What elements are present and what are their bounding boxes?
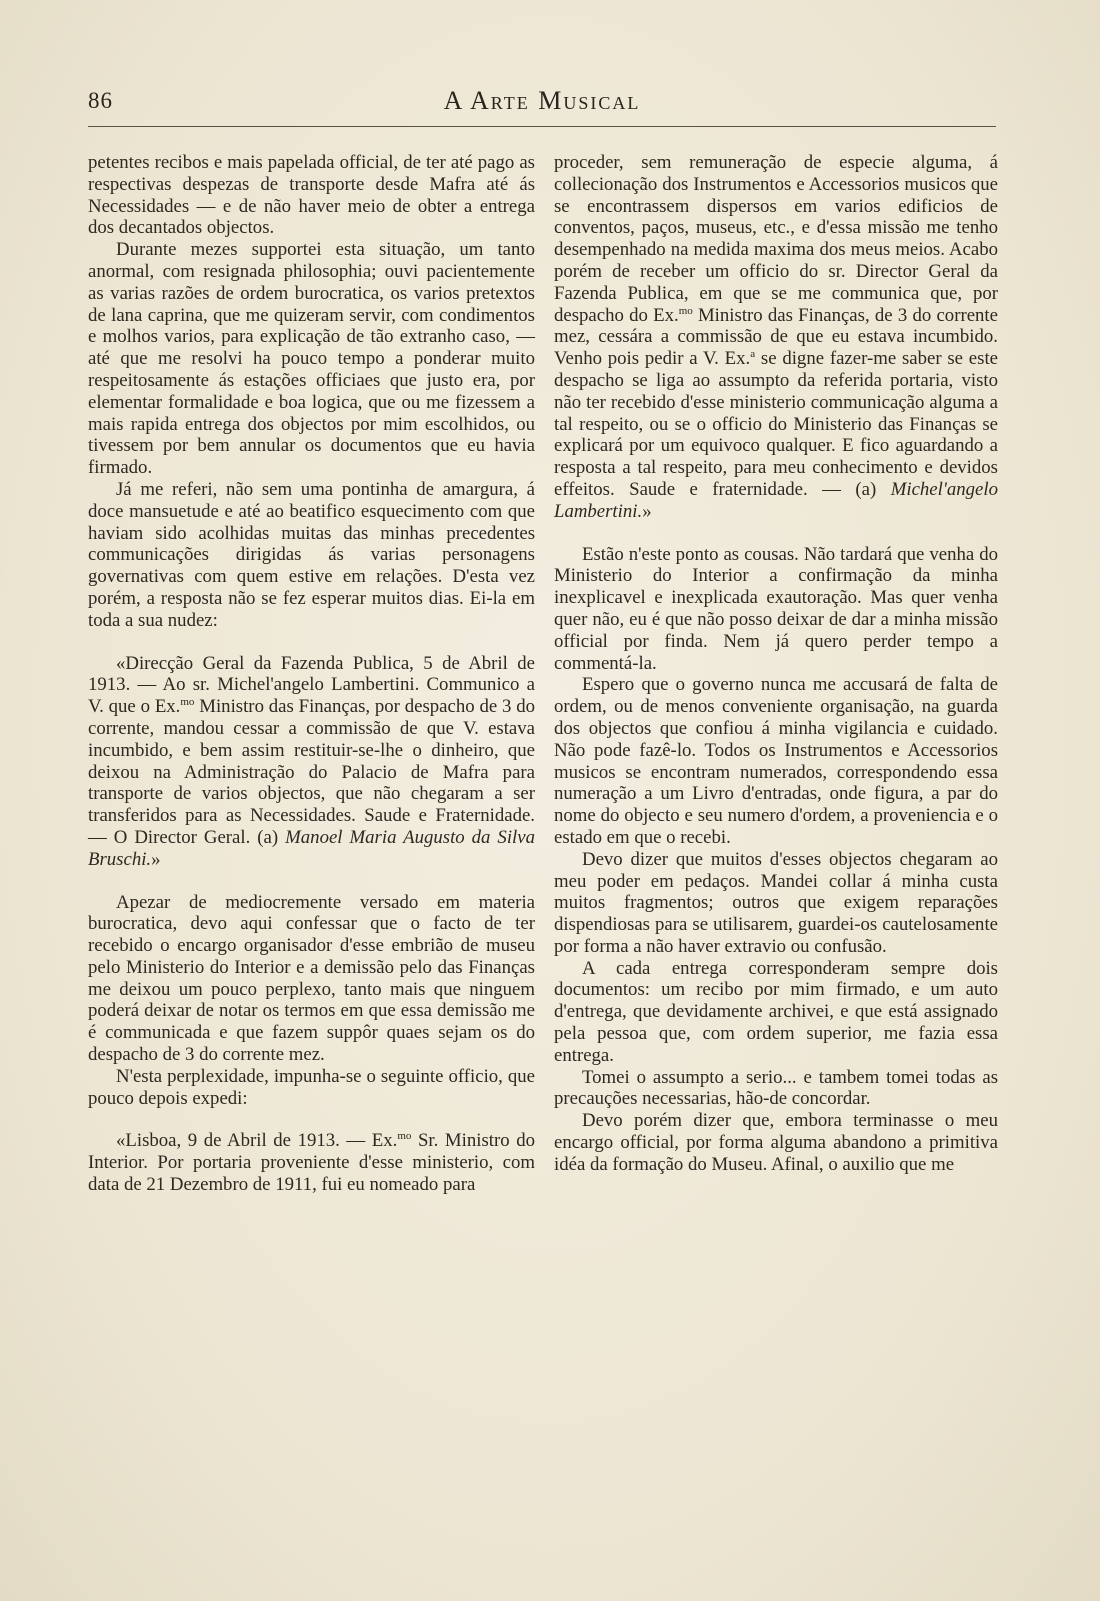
paragraph-text: N'esta perplexidade, impunha-se o seguinte officio, que pouco depois expedi:	[88, 1065, 535, 1109]
paragraph	[88, 479, 535, 632]
paragraph	[554, 1110, 998, 1175]
paragraph	[554, 1067, 998, 1111]
paragraph-text: Estão n'este ponto as cousas. Não tardará que venha do Ministerio do Interior a confirmação da minha inexplicavel e inexplicada exautoração. Mas quer venha quer não, eu é que não posso deixar de dar a minha missão official por finda. Nem já quero perder tempo a commentá-la.	[554, 543, 998, 674]
paragraph	[88, 1130, 535, 1195]
paragraph-text: Durante mezes supportei esta situação, um tanto anormal, com resignada philosophia; ouvi pacientemente as varias razões de ordem burocratica, os varios pretextos de lana caprina, que me quizeram servir, com condimentos e molhos varios, para explicação de tão extranho caso, — até que me resolvi ha pouco tempo a ponderar muito respeitosamente ás estações officiaes que justo era, por elementar formalidade e boa logica, que ou me fizessem a mais rapida entrega dos objectos por mim escolhidos, ou tivessem por bem annular os documentos que eu havia firmado.	[88, 239, 535, 479]
paragraph-text: Devo dizer que muitos d'esses objectos chegaram ao meu poder em pedaços. Mandei collar á minha custa muitos fragmentos; outros que exigem reparações dispendiosas para se utilisarem, guardei-os cautelosamente por forma a não haver extravio ou confusão.	[554, 848, 998, 957]
paragraph-text: A cada entrega corresponderam sempre dois documentos: um recibo por mim firmado, e um auto d'entrega, que devidamente archivei, e que está assignado pela pessoa que, com ordem superior, me fazia essa entrega.	[554, 957, 998, 1066]
running-title: A Arte Musical	[443, 86, 641, 115]
left-column	[88, 152, 535, 1196]
signature: Michel'angelo Lambertini.	[554, 478, 998, 522]
paragraph	[554, 544, 998, 675]
paragraph	[554, 849, 998, 958]
closing-quote: »	[642, 500, 652, 522]
paragraph	[88, 1066, 535, 1110]
paragraph-text: Tomei o assumpto a serio... e tambem tomei todas as precauções necessarias, hão-de concordar.	[554, 1066, 998, 1110]
page-number: 86	[88, 88, 113, 113]
paragraph-text: Espero que o governo nunca me accusará de falta de ordem, ou de menos conveniente organisação, na guarda dos objectos que confiou á minha vigilancia e cuidado. Não pode fazê-lo. Todos os Instrumentos e Accessorios musicos se encontram numerados, correspondendo essa numeração a um Livro d'entradas, onde figura, a par do nome do objecto e seu numero d'ordem, a proveniencia e o estado em que o recebi.	[554, 674, 998, 848]
paragraph-text: «Lisboa, 9 de Abril de 1913. — Ex.$^{mo}$ Sr. Ministro do Interior. Por portaria proveniente d'esse ministerio, com data de 21 Dezembro de 1911, fui eu nomeado para	[88, 1130, 535, 1196]
paragraph-text: Apezar de mediocremente versado em materia burocratica, devo aqui confessar que o facto de ter recebido o encargo organisador d'esse embrião de museu pelo Ministerio do Interior e a demissão pelo das Finanças me deixou um pouco perplexo, tanto mais que ninguem poderá deixar de notar os termos em que essa demissão me é communicada e que fazem suppôr quaes sejam os do despacho de 3 do corrente mez.	[88, 891, 535, 1066]
paragraph	[554, 674, 998, 848]
paragraph-text: petentes recibos e mais papelada official, de ter até pago as respectivas despezas de transporte desde Mafra até ás Necessidades — e de não haver meio de obter a entrega dos decantados objectos.	[88, 152, 535, 239]
paragraph	[88, 892, 535, 1066]
paragraph	[88, 152, 535, 239]
paragraph	[554, 958, 998, 1067]
paragraph-text: Devo porém dizer que, embora terminasse o meu encargo official, por forma alguma abandono a primitiva idéa da formação do Museu. Afinal, o auxilio que me	[554, 1110, 998, 1175]
paragraph	[554, 152, 998, 523]
paragraph-text: Já me referi, não sem uma pontinha de amargura, á doce mansuetude e até ao beatifico esquecimento com que haviam sido acolhidas muitas das minhas precedentes communicações dirigidas ás varias personagens governativas com quem estive em relações. D'esta vez porém, a resposta não se fez esperar muitos dias. Ei-la em toda a sua nudez:	[88, 478, 535, 631]
header-rule	[88, 126, 996, 127]
paragraph-text: «Direcção Geral da Fazenda Publica, 5 de Abril de 1913. — Ao sr. Michel'angelo Lambertini. Communico a V. que o Ex.$^{mo}$ Ministro das Finanças, por despacho de 3 do corrente, mandou cessar a commissão de que V. estava incumbido, e bem assim restituir-se-lhe o dinheiro, que deixou na Administração do Palacio de Mafra para transporte de varios objectos, que não chegaram a ser transferidos para as Necessidades. Saude e Fraternidade. — O Director Geral. (a)	[88, 652, 535, 848]
closing-quote: »	[151, 848, 161, 870]
paragraph	[88, 653, 535, 871]
page-header	[88, 86, 996, 120]
right-column	[554, 152, 998, 1176]
signature: Manoel Maria Augusto da Silva Bruschi.	[88, 826, 535, 870]
paragraph	[88, 239, 535, 479]
paragraph-text: proceder, sem remuneração de especie alguma, á collecionação dos Instrumentos e Accessorios musicos que se encontrassem dispersos em varios edificios de conventos, paços, museus, etc., e d'essa missão me tenho desempenhado na medida maxima dos meus meios. Acabo porém de receber um officio do sr. Director Geral da Fazenda Publica, em que se me communica que, por despacho do Ex.$^{mo}$ Ministro das Finanças, de 3 do corrente mez, cessára a commissão de que eu estava incumbido. Venho pois pedir a V. Ex.$^a$ se digne fazer-me saber se este despacho se liga ao assumpto da referida portaria, visto não ter recebido d'esse ministerio communicação alguma a tal respeito, ou se o officio do Ministerio das Finanças se explicará por um equivoco qualquer. E fico aguardando a resposta a tal respeito, para meu conhecimento e devidos effeitos. Saude e fraternidade. — (a)	[554, 152, 998, 500]
